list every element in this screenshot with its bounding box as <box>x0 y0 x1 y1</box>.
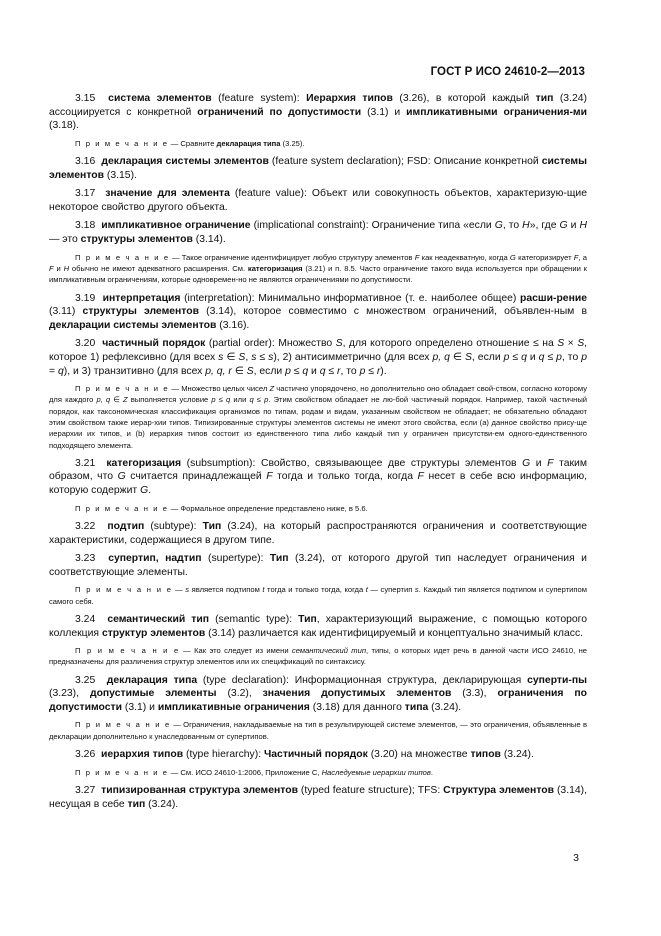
term: значение для элемента <box>105 188 230 200</box>
entry-3-19: 3.19 интерпретация (interpretation): Минимально информативное (т. е. наиболее общее) расши-рение (3.11) структуры элементов (3.14), которое совместимо с множеством ограничений, объявлен-ным в декларации системы элементов (3.16). <box>49 292 588 331</box>
entry-3-17: 3.17 значение для элемента (feature value): Объект или совокупность объектов, характеризую-щие некоторое свойство другого объекта. <box>49 188 587 213</box>
entry-3-20: 3.20 частичный порядок (partial order): Множество S, для которого определено отношение ≤ на S × S, которое 1) рефлексивно (для всех s ∈ S, s ≤ s), 2) антисимметрично (для всех p, q ∈ S, если p ≤ q и q ≤ p, то p = q), и 3) транзитивно (для всех p, q, r ∈ S, если p ≤ q и q ≤ r, то p ≤ r). <box>49 338 588 377</box>
entry-3-18: 3.18 импликативное ограничение (implicational constraint): Ограничение типа «если G, то H», где G и H — это структуры элементов (3.14). <box>49 220 587 246</box>
entry-3-23: 3.23 супертип, надтип (supertype): Тип (3.24), от которого другой тип наследует ограничения и соответствующие элементы. <box>49 553 587 578</box>
term: импликативное ограничение <box>101 220 251 232</box>
term: система элементов <box>108 93 212 104</box>
term: частичный порядок <box>102 338 206 350</box>
term: иерархия типов <box>101 749 184 761</box>
term: типизированная структура элементов <box>101 784 298 796</box>
term: супертип, надтип <box>108 553 202 565</box>
term: декларация типа <box>106 674 198 686</box>
term: семантический тип <box>107 613 210 625</box>
entry-3-21: 3.21 категоризация (subsumption): Свойство, связывающее две структуры элементов G и F таким образом, что G считается принадлежащей F тогда и только тогда, когда F несет в себе всю информацию, которую содержит G. <box>49 457 587 497</box>
definitions-list <box>49 92 587 816</box>
note-3-24: П р и м е ч а н и е — Как это следует из имени семантический тип, типы, о которых идет речь в данной части ИСО 24610, не предназначены для различения структур элементов или их спецификаций по синтаксису. <box>49 646 587 667</box>
term: декларация системы элементов <box>101 156 269 168</box>
note-3-20: П р и м е ч а н и е — Множество целых чисел Z частично упорядочено, но дополнительно оно обладает свой-ством, согласно которому для каждого p, q ∈ Z выполняется условие p ≤ q или q ≤ p. Этим свойством обладает не лю-бой частичный порядок. Например, такой частичный порядок, как таксономическая классификация организмов по типам, родам и видам, указанным свойством не обладает; не обязательно обладают этим свойством также иерар-хии типов. Типизированные структуры элементов системы не имеют этого свойства, если (а) данное свойство прису-ще иерархии их типов, и (b) иерархия типов состоит из единственного типа либо каждый тип у ограничен присутстви-ем одного-единственного подходящего элемента. <box>49 384 588 450</box>
note-3-25: П р и м е ч а н и е — Ограничения, накладываемые на тип в результирующей системе элементов, — это ограничения, объявленные в декларации дополнительно к унаследованным от супертипов. <box>49 720 587 741</box>
page-number: 3 <box>573 852 579 864</box>
entry-3-25: 3.25 декларация типа (type declaration): Информационная структура, декларирующая суперти-пы (3.23), допустимые элементы (3.2), значения допустимых элементов (3.3), ограничения по допустимости (3.1) и импликативные ограничения (3.18) для данного типа (3.24). <box>49 674 588 713</box>
term: интерпретация <box>102 292 181 304</box>
note-3-26: П р и м е ч а н и е — См. ИСО 24610-1:2006, Приложение С, Наследуемые иерархии типов. <box>75 767 433 777</box>
entry-3-16: 3.16 декларация системы элементов (feature system declaration); FSD: Описание конкретной системы элементов (3.15). <box>49 156 587 181</box>
entry-3-22: 3.22 подтип (subtype): Тип (3.24), на который распространяются ограничения и соответствующие характеристики, содержащиеся в другом типе. <box>49 520 587 546</box>
note-3-23: П р и м е ч а н и е — s является подтипом t тогда и только тогда, когда t — супертип s. Каждый тип является подтипом и супертипом самого себя. <box>49 585 587 606</box>
note-3-21: П р и м е ч а н и е — Формальное определение представлено ниже, в 5.6. <box>75 503 368 513</box>
note-3-15: П р и м е ч а н и е — Сравните декларация типа (3.25). <box>75 138 305 148</box>
entry-3-15: 3.15 система элементов (feature system): Иерархия типов (3.26), в которой каждый тип (3.24) ассоциируется с конкретной ограничений по допустимости (3.1) и импликативными ограничения-ми (3.18). <box>49 93 588 132</box>
document-id-header: ГОСТ Р ИСО 24610-2—2013 <box>430 66 585 78</box>
note-3-18: П р и м е ч а н и е — Такое ограничение идентифицирует любую структуру элементов F как неадекватную, когда G категоризирует F, а F и H обычно не имеют адекватного расширения. См. категоризация (3.21) и п. 8.5. Часто ограничение такого вида используется при обращении к импликативным ограничениям, которые одновремен-но не являются ограничениями по допустимости. <box>49 252 588 285</box>
term: подтип <box>107 520 145 532</box>
term: категоризация <box>106 457 182 469</box>
entry-3-26: 3.26 иерархия типов (type hierarchy): Частичный порядок (3.20) на множестве типов (3.24). <box>75 749 534 761</box>
entry-3-27: 3.27 типизированная структура элементов (typed feature structure); TFS: Структура элементов (3.14), несущая в себе тип (3.24). <box>49 784 587 810</box>
entry-3-24: 3.24 семантический тип (semantic type): Тип, характеризующий выражение, с помощью которого коллекция структур элементов (3.14) различается как идентифицируемый и концептуально значимый класс. <box>49 613 587 639</box>
